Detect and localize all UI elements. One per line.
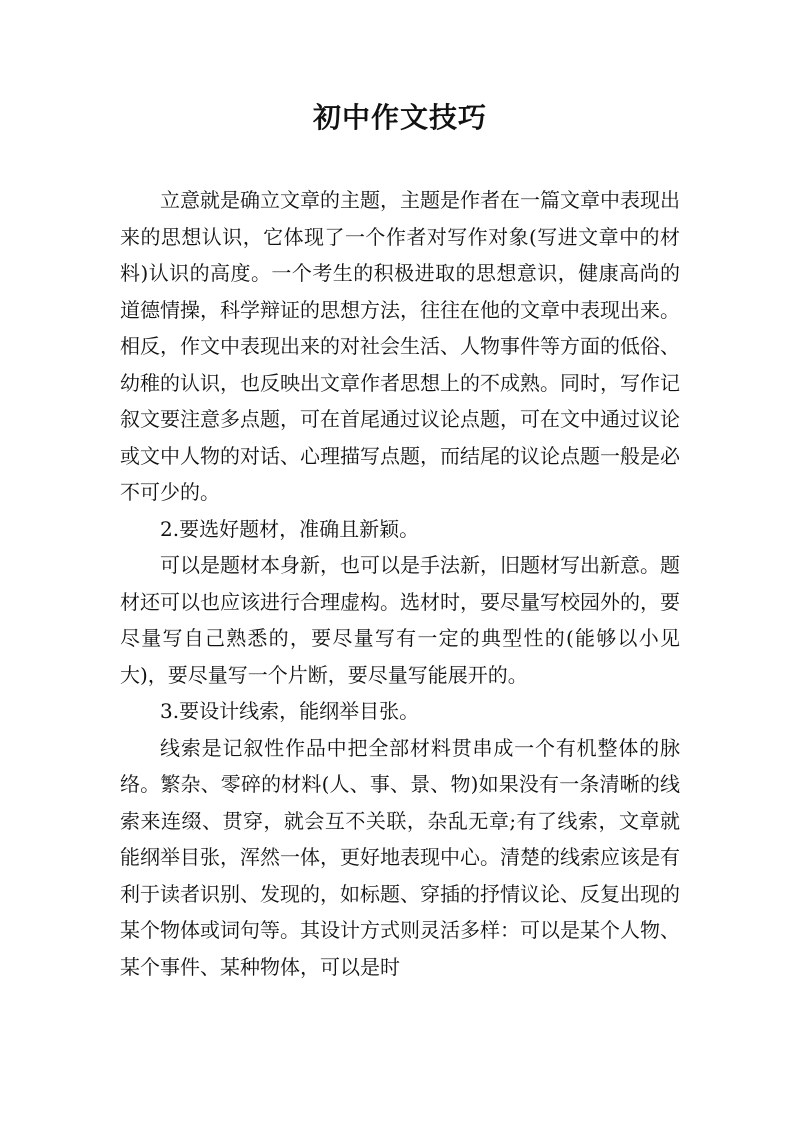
heading-material: 2.要选好题材，准确且新颖。 xyxy=(160,516,420,541)
paragraph-material: 可以是题材本身新，也可以是手法新，旧题材写出新意。题材还可以也应该进行合理虚构。选材时，要尽量写校园外的，要尽量写自己熟悉的，要尽量写有一定的典型性的(能够以小见大)，要尽量写一个片断，要尽量写能展开的。 xyxy=(120,553,680,687)
document-body xyxy=(120,182,680,985)
heading-clue: 3.要设计线索，能纲举目张。 xyxy=(160,699,420,723)
document-title: 初中作文技巧 xyxy=(312,101,487,134)
paragraph-theme: 立意就是确立文章的主题，主题是作者在一篇文章中表现出来的思想认识，它体现了一个作者对写作对象(写进文章中的材料)认识的高度。一个考生的积极进取的思想意识，健康高尚的道德情操，科学辩证的思想方法，往往在他的文章中表现出来。相反，作文中表现出来的对社会生活、人物事件等方面的低俗、幼稚的认识，也反映出文章作者思想上的不成熟。同时，写作记叙文要注意多点题，可在首尾通过议论点题，可在文中通过议论或文中人物的对话、心理描写点题，而结尾的议论点题一般是必不可少的。 xyxy=(120,188,680,504)
paragraph-clue: 线索是记叙性作品中把全部材料贯串成一个有机整体的脉络。繁杂、零碎的材料(人、事、景、物)如果没有一条清晰的线索来连缀、贯穿，就会互不关联，杂乱无章;有了线索，文章就能纲举目张，浑然一体，更好地表现中心。清楚的线索应该是有利于读者识别、发现的，如标题、穿插的抒情议论、反复出现的某个物体或词句等。其设计方式则灵活多样：可以是某个人物、某个事件、某种物体，可以是时 xyxy=(120,735,680,979)
